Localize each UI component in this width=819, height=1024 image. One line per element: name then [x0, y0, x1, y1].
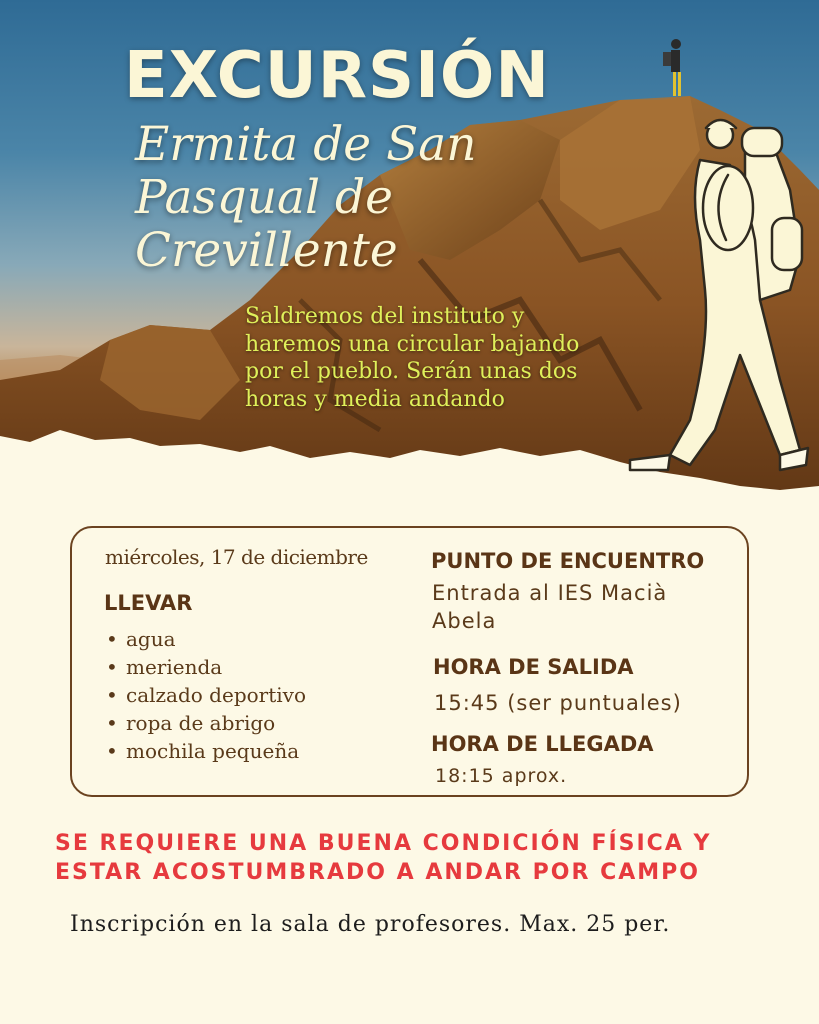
list-item: • agua — [106, 625, 306, 653]
list-item: • ropa de abrigo — [106, 709, 306, 737]
list-item: • merienda — [106, 653, 306, 681]
departure-time: 15:45 (ser puntuales) — [434, 691, 682, 715]
trip-date: miércoles, 17 de diciembre — [105, 545, 368, 569]
page-subtitle: Ermita de San Pasqual de Crevillente — [135, 117, 477, 278]
fitness-warning — [55, 829, 711, 887]
registration-note: Inscripción en la sala de profesores. Max. 25 per. — [70, 912, 671, 937]
hiker-silhouette — [663, 39, 681, 96]
departure-heading: HORA DE SALIDA — [433, 655, 634, 679]
list-item: • mochila pequeña — [106, 737, 306, 765]
meeting-heading: PUNTO DE ENCUENTRO — [431, 549, 705, 573]
arrival-time: 18:15 aprox. — [435, 765, 568, 787]
trip-description: Saldremos del instituto y haremos una circular bajando por el pueblo. Serán unas dos horas y media andando — [245, 304, 580, 412]
warning-line-1: SE REQUIERE UNA BUENA CONDICIÓN FÍSICA Y — [55, 831, 712, 856]
hero-banner — [0, 0, 819, 510]
bring-list — [106, 625, 306, 765]
meeting-place: Entrada al IES Macià Abela — [432, 581, 668, 633]
bring-heading: LLEVAR — [104, 591, 193, 615]
warning-line-2: ESTAR ACOSTUMBRADO A ANDAR POR CAMPO — [55, 860, 700, 885]
list-item: • calzado deportivo — [106, 681, 306, 709]
arrival-heading: HORA DE LLEGADA — [431, 732, 654, 756]
page-title: EXCURSIÓN — [124, 39, 550, 113]
